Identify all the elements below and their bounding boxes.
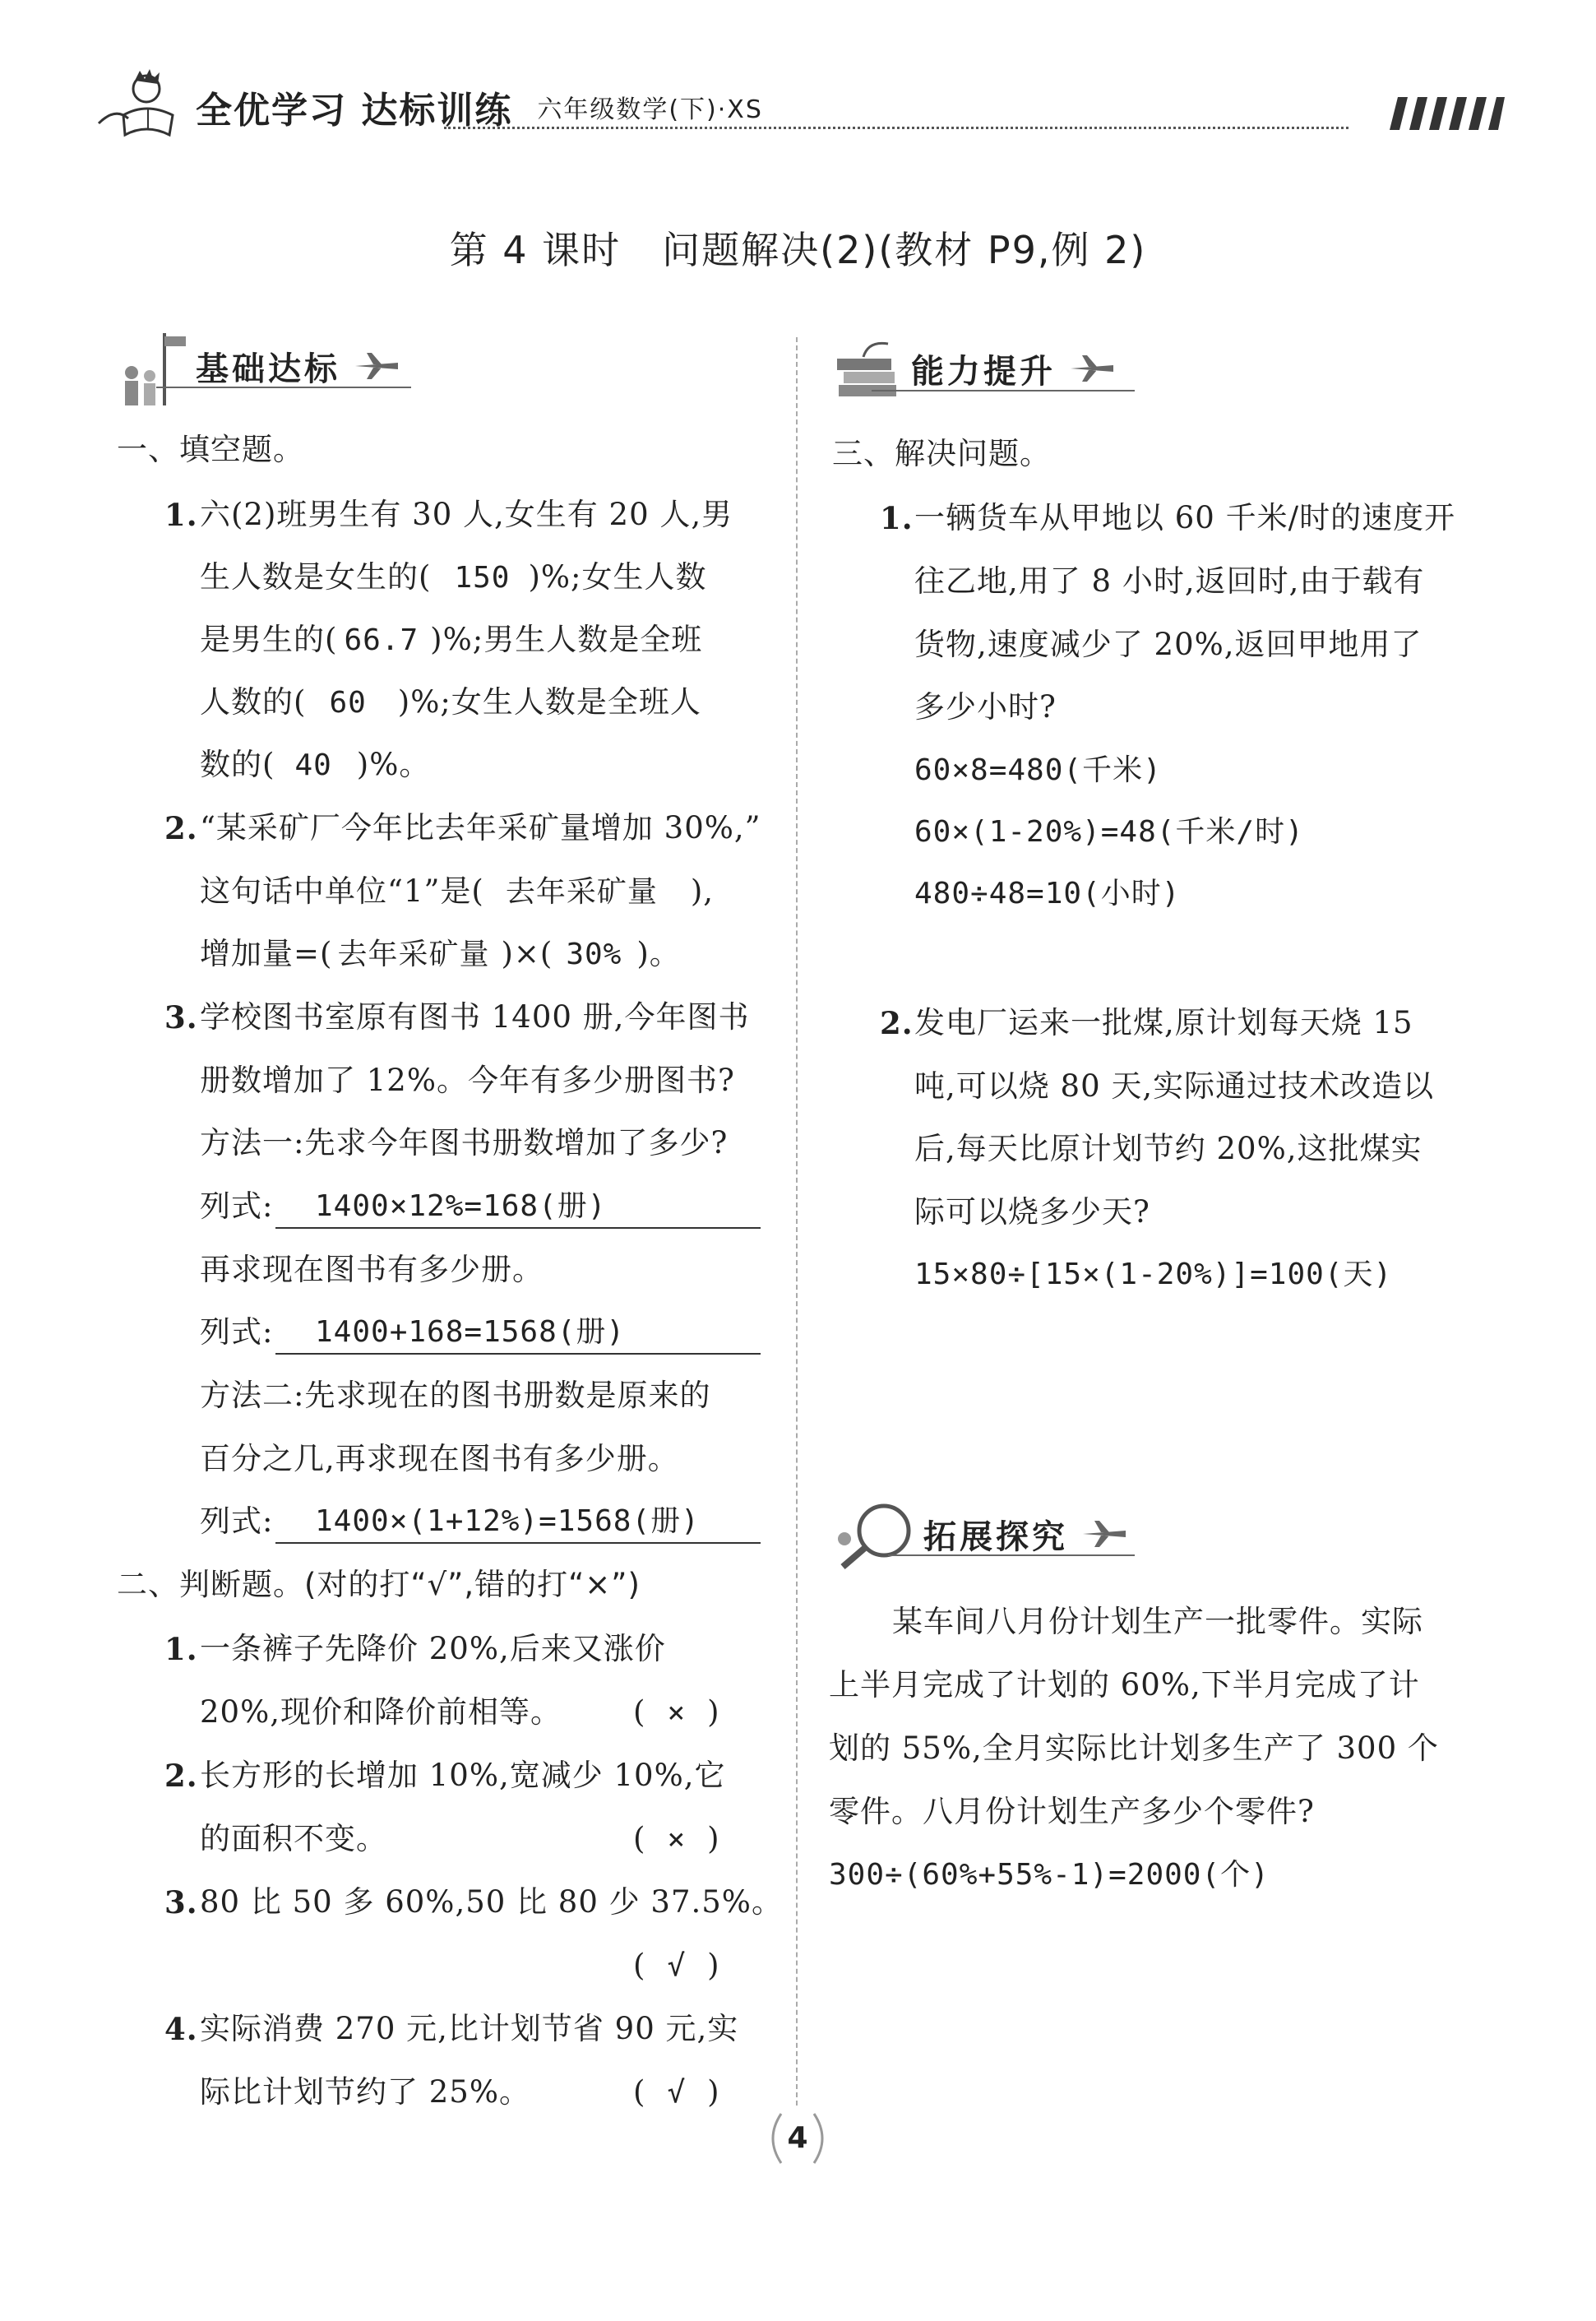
judge-bracket: ( √ ) (633, 2074, 720, 2110)
solution-step: 60×8=480(千米) (914, 753, 1162, 787)
brand (90, 66, 763, 148)
question-text: “某采矿厂今年比去年采矿量增加 30%,” (200, 810, 761, 845)
question-text: 实际消费 270 元,比计划节省 90 元,实 (200, 2011, 739, 2046)
question-number: 1. (164, 497, 198, 533)
header-dotted-line (444, 127, 1349, 129)
judge-mark: √ (667, 1949, 687, 1983)
question-text: 的面积不变。 (200, 1821, 387, 1856)
question-text: 多少小时? (914, 689, 1057, 725)
judge-bracket: ( √ ) (633, 1948, 720, 1983)
judge-mark: × (667, 1696, 687, 1730)
section-title-basic: 基础达标 (196, 350, 340, 388)
formula-label: 列式: (200, 1188, 274, 1224)
lesson-title (0, 220, 1596, 275)
airplane-icon (1067, 352, 1117, 385)
question-text: 际可以烧多少天? (914, 1194, 1150, 1230)
question-text: 发电厂运来一批煤,原计划每天烧 15 (914, 1005, 1413, 1040)
judge-mark: √ (667, 2076, 687, 2110)
question-text: 方法二:先求现在的图书册数是原来的 (200, 1378, 711, 1413)
formula-label: 列式: (200, 1503, 274, 1539)
question-text: 往乙地,用了 8 小时,返回时,由于载有 (914, 563, 1425, 599)
question-text: 学校图书室原有图书 1400 册,今年图书 (200, 999, 750, 1035)
book-subject: 六年级数学(下)·XS (537, 95, 763, 124)
answer: 去年采矿量 (337, 938, 490, 971)
formula-label: 列式: (200, 1314, 274, 1350)
question-text: 再求现在图书有多少册。 (200, 1252, 544, 1287)
question-text: 册数增加了 12%。今年有多少册图书? (200, 1063, 735, 1098)
answer: 150 (454, 561, 511, 595)
question-text: 一条裤子先降价 20%,后来又涨价 (200, 1631, 666, 1666)
answer-line (275, 1353, 761, 1355)
expand-text: 上半月完成了计划的 60%,下半月完成了计 (829, 1667, 1420, 1703)
student-reading-logo-icon (90, 66, 189, 148)
answer: 66.7 (344, 623, 419, 657)
question-text: 一辆货车从甲地以 60 千米/时的速度开 (914, 500, 1456, 535)
answer: 60 (329, 686, 367, 720)
expand-text: 某车间八月份计划生产一批零件。实际 (892, 1604, 1423, 1639)
question-text: 这句话中单位“1”是( 去年采矿量 ), (200, 873, 715, 909)
stripes-decoration-icon (1390, 97, 1505, 130)
question-text: 吨,可以烧 80 天,实际通过技术改造以 (914, 1068, 1435, 1104)
question-text: 增加量=( 去年采矿量 )×( 30% )。 (200, 936, 681, 971)
question-text: 80 比 50 多 60%,50 比 80 少 37.5%。 (200, 1884, 783, 1920)
solution-step: 15×80÷[15×(1-20%)]=100(天) (914, 1258, 1393, 1291)
question-number: 3. (164, 1884, 198, 1920)
section-underline (872, 390, 1135, 391)
section-badge-basic (115, 325, 401, 407)
section-badge-expand (826, 1493, 1129, 1575)
section-underline (156, 387, 411, 388)
part3-heading: 三、解决问题。 (832, 436, 1051, 471)
question-text: 方法一:先求今年图书册数增加了多少? (200, 1125, 729, 1160)
lesson-number: 第 4 课时 (449, 228, 622, 272)
section-title-expand: 拓展探究 (923, 1517, 1068, 1556)
lesson-topic: 问题解决(2)(教材 P9,例 2) (662, 228, 1147, 272)
solution-step: 300÷(60%+55%-1)=2000(个) (829, 1858, 1270, 1892)
question-text: 六(2)班男生有 30 人,女生有 20 人,男 (200, 497, 733, 532)
solution-step: 480÷48=10(小时) (914, 877, 1181, 910)
brand-name: 全优学习 达标训练 (196, 90, 513, 132)
books-stack-icon (830, 327, 904, 410)
question-number: 1. (164, 1631, 198, 1667)
question-text: 20%,现价和降价前相等。 (200, 1694, 562, 1730)
question-number: 2. (164, 810, 198, 846)
answer-line (275, 1542, 761, 1544)
question-number: 3. (164, 999, 198, 1035)
expand-text: 划的 55%,全月实际比计划多生产了 300 个 (829, 1730, 1439, 1766)
question-text: 数的( 40 )%。 (200, 747, 431, 782)
question-text: 货物,速度减少了 20%,返回甲地用了 (914, 627, 1423, 662)
solution-step: 60×(1-20%)=48(千米/时) (914, 815, 1304, 849)
airplane-icon (352, 350, 401, 382)
answer: 40 (294, 748, 332, 782)
section-title-ability: 能力提升 (911, 352, 1056, 391)
answer: 去年采矿量 (505, 875, 658, 909)
answer-formula: 1400+168=1568(册) (315, 1315, 626, 1349)
question-text: 长方形的长增加 10%,宽减少 10%,它 (200, 1758, 726, 1793)
question-number: 1. (880, 500, 914, 536)
question-number: 2. (880, 1005, 914, 1041)
section-badge-ability (830, 327, 1117, 410)
magnifier-icon (826, 1493, 917, 1575)
judge-bracket: ( × ) (633, 1821, 720, 1856)
question-text: 人数的( 60 )%;女生人数是全班人 (200, 684, 701, 720)
question-text: 百分之几,再求现在图书有多少册。 (200, 1441, 679, 1476)
question-number: 2. (164, 1758, 198, 1794)
answer-formula: 1400×12%=168(册) (315, 1189, 607, 1223)
part2-heading: 二、判断题。(对的打“√”,错的打“×”) (117, 1567, 641, 1602)
judge-bracket: ( × ) (633, 1694, 720, 1730)
signpost-people-icon (115, 325, 189, 407)
question-text: 生人数是女生的( 150 )%;女生人数 (200, 559, 707, 595)
expand-text: 零件。八月份计划生产多少个零件? (829, 1794, 1315, 1829)
part1-heading: 一、填空题。 (117, 432, 304, 467)
airplane-icon (1080, 1517, 1129, 1550)
column-divider (796, 337, 798, 2106)
page-number: 4 (787, 2121, 808, 2155)
page-header (90, 66, 1505, 156)
question-text: 际比计划节约了 25%。 (200, 2074, 530, 2110)
answer-line (275, 1227, 761, 1229)
judge-mark: × (667, 1823, 687, 1856)
answer-formula: 1400×(1+12%)=1568(册) (315, 1504, 700, 1538)
section-underline (888, 1554, 1135, 1556)
question-number: 4. (164, 2011, 198, 2047)
question-text: 后,每天比原计划节约 20%,这批煤实 (914, 1131, 1423, 1166)
question-text: 是男生的( 66.7 )%;男生人数是全班 (200, 622, 703, 657)
answer: 30% (566, 938, 622, 971)
